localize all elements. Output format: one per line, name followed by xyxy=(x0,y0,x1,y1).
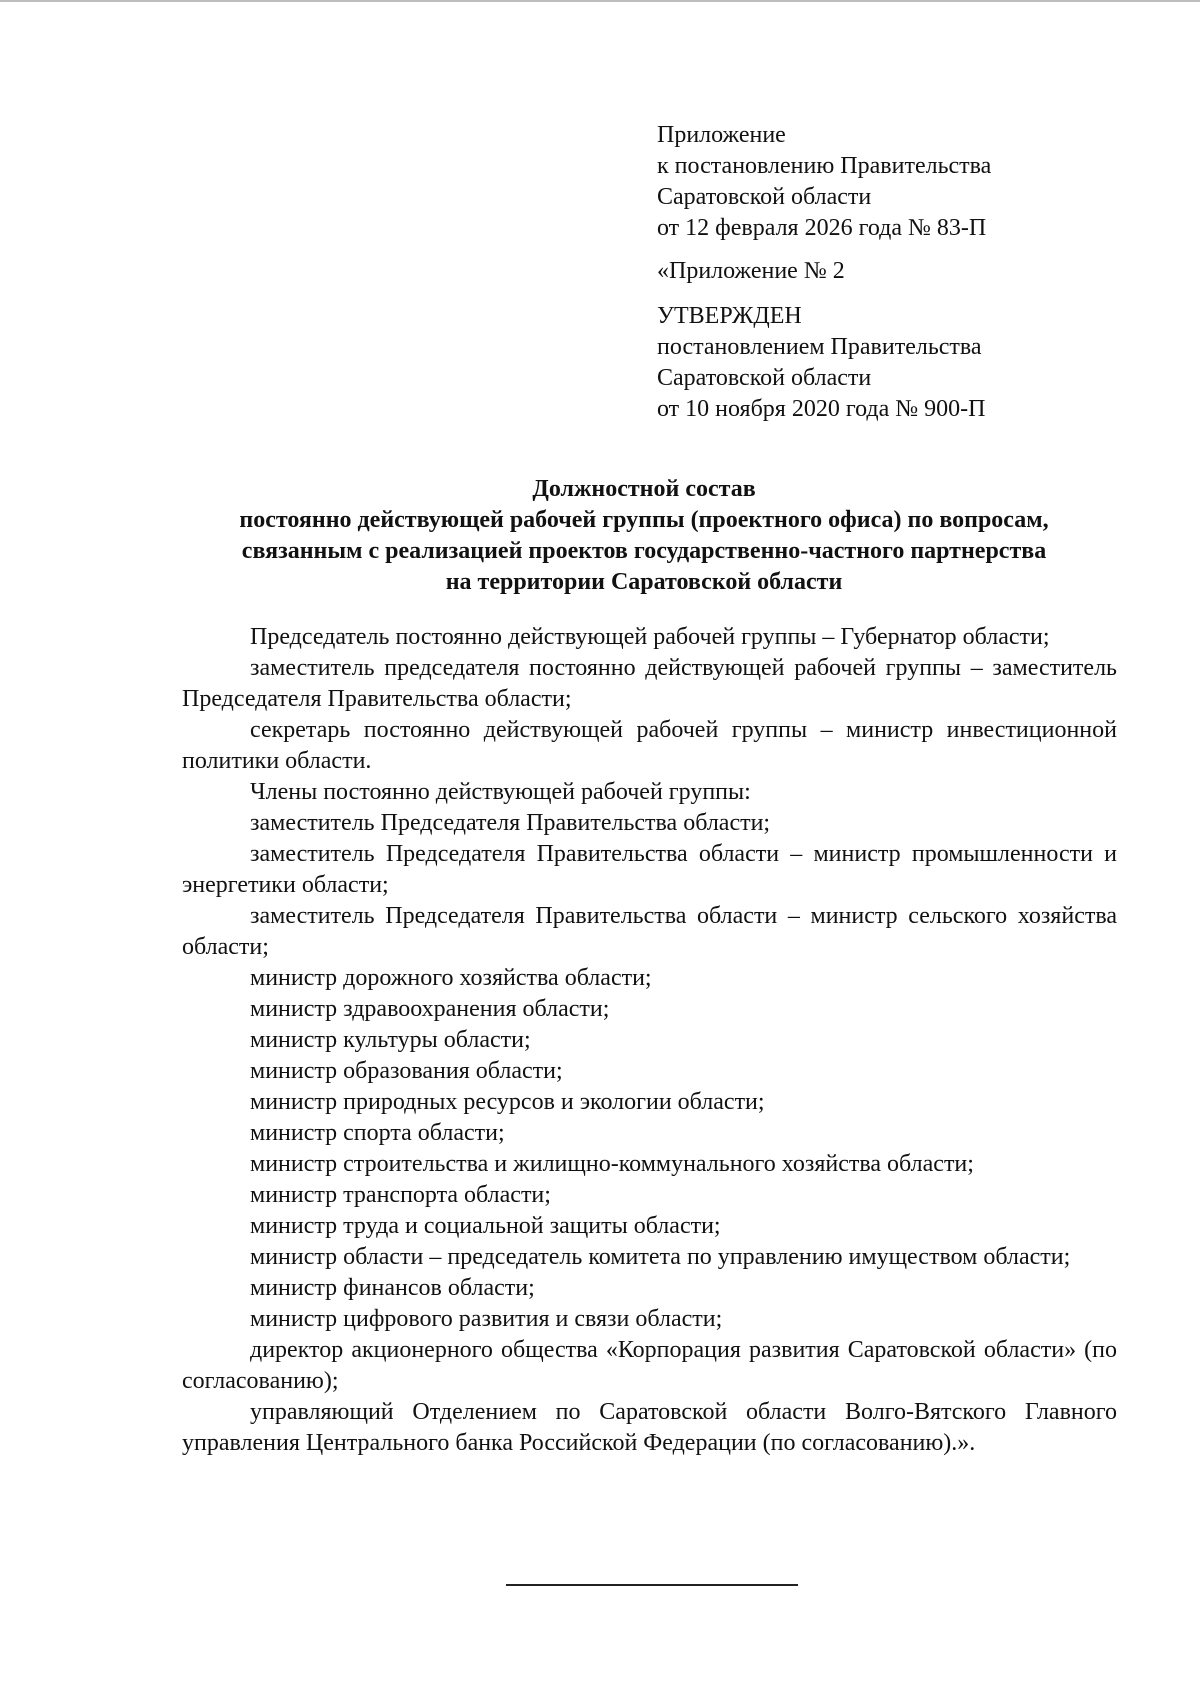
approved-date: от 10 ноября 2020 года № 900-П xyxy=(657,396,986,422)
title-line-3: связанным с реализацией проектов государственно-частного партнерства xyxy=(241,538,1047,564)
list-item: министр финансов области; xyxy=(250,1275,535,1301)
list-item: заместитель Председателя Правительства области; xyxy=(250,810,771,836)
list-item: заместитель Председателя Правительства области – министр промышленности и энергетики области; xyxy=(182,841,1117,898)
appendix-label: Приложение xyxy=(657,122,786,148)
end-rule xyxy=(506,1584,798,1586)
list-item: министр образования области; xyxy=(250,1058,563,1084)
approved-label: УТВЕРЖДЕН xyxy=(657,303,802,329)
appendix-region: Саратовской области xyxy=(657,184,872,210)
list-item: министр цифрового развития и связи области; xyxy=(250,1306,723,1332)
list-item: директор акционерного общества «Корпорация развития Саратовской области» (по согласованию); xyxy=(182,1337,1117,1394)
approved-resolution: постановлением Правительства xyxy=(657,334,982,360)
list-item: Члены постоянно действующей рабочей группы: xyxy=(250,779,751,805)
list-item: Председатель постоянно действующей рабочей группы – Губернатор области; xyxy=(250,624,1050,650)
list-item: министр спорта области; xyxy=(250,1120,505,1146)
title-line-4: на территории Саратовской области xyxy=(445,569,843,595)
list-item: министр культуры области; xyxy=(250,1027,531,1053)
list-item: секретарь постоянно действующей рабочей группы – министр инвестиционной политики области. xyxy=(182,717,1117,774)
list-item: управляющий Отделением по Саратовской области Волго-Вятского Главного управления Центрального банка Российской Федерации (по согласованию).». xyxy=(182,1399,1117,1456)
appendix-resolution: к постановлению Правительства xyxy=(657,153,992,179)
title-line-1: Должностной состав xyxy=(532,476,756,502)
approved-region: Саратовской области xyxy=(657,365,872,391)
scan-top-edge xyxy=(0,0,1200,2)
list-item: министр здравоохранения области; xyxy=(250,996,610,1022)
appendix-number: «Приложение № 2 xyxy=(657,258,845,284)
document-title xyxy=(170,474,1118,598)
list-item: министр области – председатель комитета по управлению имуществом области; xyxy=(250,1244,1071,1270)
list-item: заместитель председателя постоянно действующей рабочей группы – заместитель Председателя Правительства области; xyxy=(182,655,1117,712)
list-item: министр труда и социальной защиты области; xyxy=(250,1213,721,1239)
list-item: министр дорожного хозяйства области; xyxy=(250,965,652,991)
appendix-header xyxy=(657,120,1177,425)
list-item: заместитель Председателя Правительства области – министр сельского хозяйства области; xyxy=(182,903,1117,960)
document-body xyxy=(182,622,1117,1459)
title-line-2: постоянно действующей рабочей группы (проектного офиса) по вопросам, xyxy=(239,507,1049,533)
appendix-date: от 12 февраля 2026 года № 83-П xyxy=(657,215,987,241)
list-item: министр транспорта области; xyxy=(250,1182,551,1208)
list-item: министр природных ресурсов и экологии области; xyxy=(250,1089,765,1115)
list-item: министр строительства и жилищно-коммунального хозяйства области; xyxy=(250,1151,974,1177)
